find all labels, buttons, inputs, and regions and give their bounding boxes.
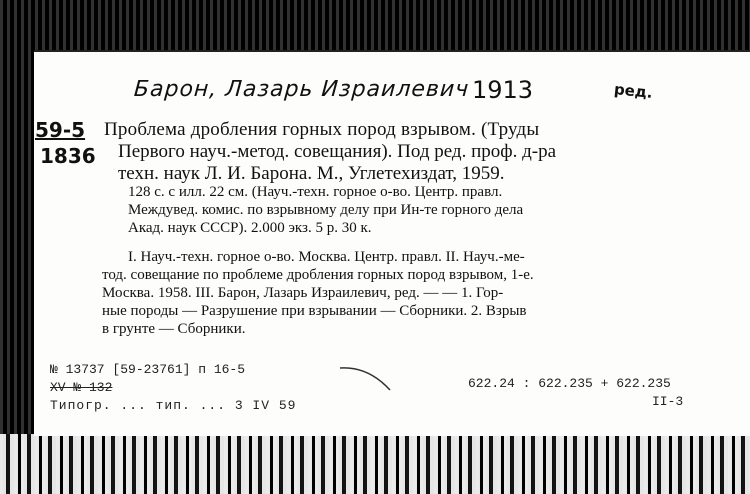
description-line-3: Акад. наук СССР). 2.000 экз. 5 р. 30 к.	[128, 220, 372, 236]
subject-line-5: в грунте — Сборники.	[102, 321, 246, 337]
footer-line-2: XV № 132	[50, 380, 113, 395]
subject-line-1: I. Науч.-техн. горное о-во. Москва. Центр. правл. II. Науч.-ме-	[128, 249, 525, 265]
footer-line-3: Типогр. ... тип. ... 3 IV 59	[50, 398, 297, 413]
subject-line-2: тод. совещание по проблеме дробления горных пород взрывом, 1-е.	[102, 267, 534, 283]
registration-number: № 13737 [59-23761] п 16-5	[50, 362, 246, 377]
library-catalog-card	[34, 50, 750, 436]
scan-bottom-edge	[0, 434, 750, 494]
shelf-mark-1: 59-5	[35, 118, 86, 142]
title-line-3: техн. наук Л. И. Барона. М., Углетехиздат, 1959.	[118, 163, 505, 184]
author-handwritten: Барон, Лазарь Израилевич	[133, 77, 471, 102]
title-line-1: Проблема дробления горных пород взрывом. (Труды	[104, 119, 540, 140]
title-line-2: Первого науч.-метод. совещания). Под ред. проф. д-ра	[118, 141, 557, 162]
shelf-mark-2: 1836	[40, 144, 96, 168]
description-line-2: Междувед. комис. по взрывному делу при Ин-те горного дела	[128, 202, 524, 218]
subject-line-4: ные породы — Разрушение при взрывании — Сборники. 2. Взрыв	[102, 303, 527, 319]
udc-sub: II-3	[652, 394, 684, 409]
description-line-1: 128 с. с илл. 22 см. (Науч.-техн. горное о-во. Центр. правл.	[128, 184, 503, 200]
corner-mark: ред.	[613, 80, 654, 102]
udc-code: 622.24 : 622.235 + 622.235	[468, 376, 671, 391]
year-handwritten: 1913	[472, 76, 534, 104]
subject-line-3: Москва. 1958. III. Барон, Лазарь Израилевич, ред. — — 1. Гор-	[102, 285, 504, 301]
pencil-stroke	[338, 364, 398, 394]
